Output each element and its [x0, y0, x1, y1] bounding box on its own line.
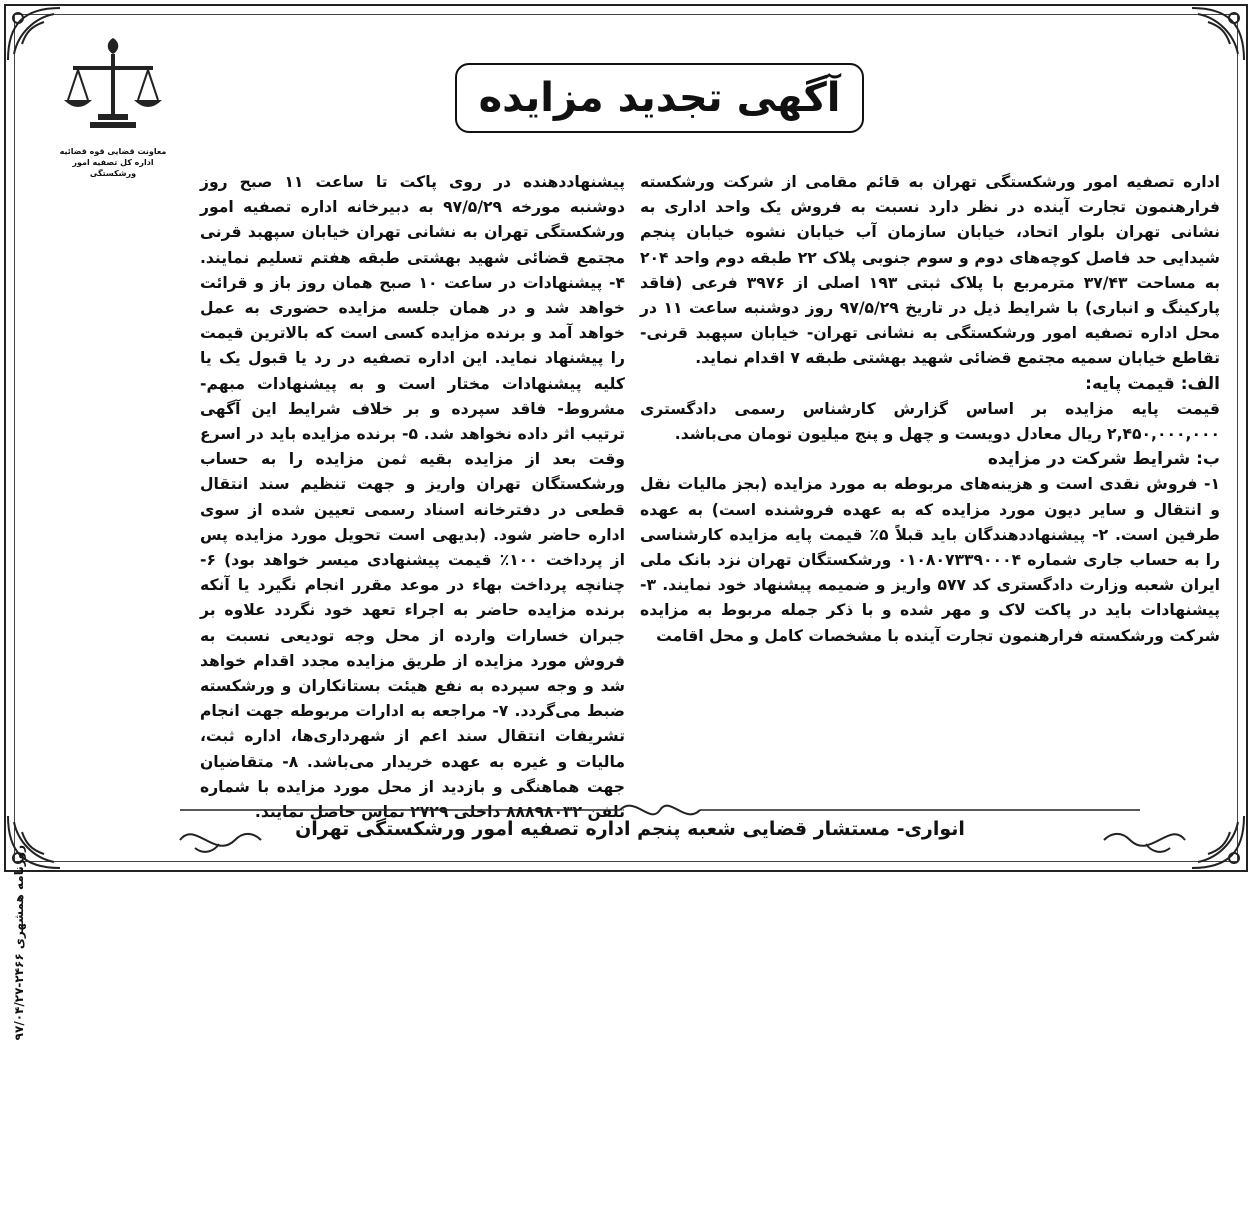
left-column-text: پیشنهاددهنده در روی پاکت تا ساعت ۱۱ صبح روز دوشنبه مورخه ۹۷/۵/۲۹ به دبیرخانه اداره تصفیه امور ورشکستگی تهران به نشانی تهران خیابان سپهبد قرنی مجتمع قضائی شهید بهشتی طبقه هفتم تسلیم نمایند. ۴- پیشنهادات در ساعت ۱۰ صبح همان روز باز و قرائت خواهد شد و در همان جلسه مزایده حضوری به عمل خواهد آمد و برنده مزایده کسی است که بالاترین قیمت را پیشنهاد نماید. این اداره تصفیه در رد یا قبول یک یا کلیه پیشنهادات مختار است و به پیشنهادات مبهم- مشروط- فاقد سپرده و بر خلاف شرایط این آگهی ترتیب اثر داده نخواهد شد. ۵- برنده مزایده باید در اسرع وقت بعد از مزایده بقیه ثمن مزایده را به حساب ورشکستگان تهران واریز و جهت تنظیم سند انتقال قطعی در دفترخانه اسناد رسمی تعیین شده از سوی اداره حاضر شود. (بدیهی است تحویل مورد مزایده پس از پرداخت ۱۰۰٪ قیمت پیشنهادی میسر خواهد بود) ۶- چنانچه پرداخت بهاء در موعد مقرر انجام نگیرد یا آنکه برنده مزایده حاضر به اجراء تعهد خود نگردد علاوه بر جبران خسارات وارده از محل وجه تودیعی نسبت به فروش مورد مزایده از طریق مزایده مجدد اقدام خواهد شد و وجه سپرده به نفع هیئت بستانکاران و ورشکسته ضبط می‌گردد. ۷- مراجعه به ادارات مربوطه جهت انجام تشریفات انتقال سند اعم از شهرداری‌ها، اداره ثبت، مالیات و غیره به عهده خریدار می‌باشد. ۸- متقاضیان جهت هماهنگی و بازدید از محل مورد مزایده با شماره تلفن ۸۸۸۹۸۰۳۲ داخلی ۲۷۲۹ تماس حاصل نمایند.	[200, 173, 625, 822]
flourish-icon	[1100, 820, 1190, 860]
section-heading-base-price: الف: قیمت پایه:	[1085, 373, 1220, 394]
intro-text: به قائم مقامی از شرکت ورشکسته فرارهنمون تجارت آینده در نظر دارد نسبت به فروش یک واحد اداری به نشانی تهران بلوار اتحاد، خیابان سازمان آب خیابان نشوه خیابان پنجم شیدایی حد فاصل کوچه‌های دوم و سوم جنوبی پلاک ۲۲ طبقه دوم واحد ۲۰۴ به مساحت ۳۷/۴۳ مترمربع با پلاک ثبتی ۱۹۳ اصلی از ۳۹۷۶ فرعی (فاقد پارکینگ و انباری) با شرایط ذیل در تاریخ ۹۷/۵/۲۹ روز دوشنبه ساعت ۱۱ در محل اداره تصفیه امور ورشکستگی به نشانی تهران- خیابان سپهبد قرنی- تقاطع خیابان سمیه مجتمع قضائی شهید بهشتی طبقه ۷ اقدام نماید.	[640, 173, 1221, 368]
emblem-caption-1: معاونت قضایی قوه قضائیه	[59, 147, 167, 156]
scales-of-justice-icon	[58, 32, 168, 142]
section-heading-conditions: ب: شرایط شرکت در مزایده	[987, 449, 1220, 470]
conditions-text: ۱- فروش نقدی است و هزینه‌های مربوطه به مورد مزایده (بجز مالیات نقل و انتقال و سایر دیون مورد مزایده که به عهده فروشنده است) به عهده طرفین است. ۲- پیشنهاددهندگان باید قبلاً ۵٪ قیمت پایه مزایده کارشناسی را به حساب جاری شماره ۰۱۰۸۰۷۳۳۹۰۰۰۴ ورشکستگان تهران نزد بانک ملی ایران شعبه وزارت دادگستری کد ۵۷۷ واریز و ضمیمه پیشنهاد خود نمایند. ۳- پیشنهادات باید در پاکت لاک و مهر شده و با ذکر جمله مربوط به مزایده شرکت ورشکسته فرارهنمون تجارت آینده با مشخصات کامل و محل اقامت	[640, 475, 1220, 645]
page-title: آگهی تجدید مزایده	[478, 75, 841, 121]
base-price-text: قیمت پایه مزایده بر اساس گزارش کارشناس رسمی دادگستری ۲,۴۵۰,۰۰۰,۰۰۰ ریال معادل دویست و چهل و پنج میلیون تومان می‌باشد.	[640, 399, 1220, 444]
newspaper-reference: روزنامه همشهری ۲۴۶۶-۹۷/۰۴/۲۷	[12, 845, 26, 1041]
emblem-caption-2: اداره کل تصفیه امور ورشکستگی	[72, 158, 154, 178]
judiciary-emblem	[48, 32, 178, 178]
title-box	[455, 63, 864, 133]
intro-organization: اداره تصفیه امور ورشکستگی تهران	[932, 173, 1220, 191]
right-column	[640, 170, 1220, 649]
corner-ornament-icon	[1188, 4, 1248, 64]
signature-footer: انواری- مستشار قضایی شعبه پنجم اداره تصفیه امور ورشکستگی تهران	[295, 818, 965, 840]
left-column	[200, 170, 625, 825]
intro-paragraph	[640, 170, 1220, 372]
corner-ornament-icon	[1188, 812, 1248, 872]
